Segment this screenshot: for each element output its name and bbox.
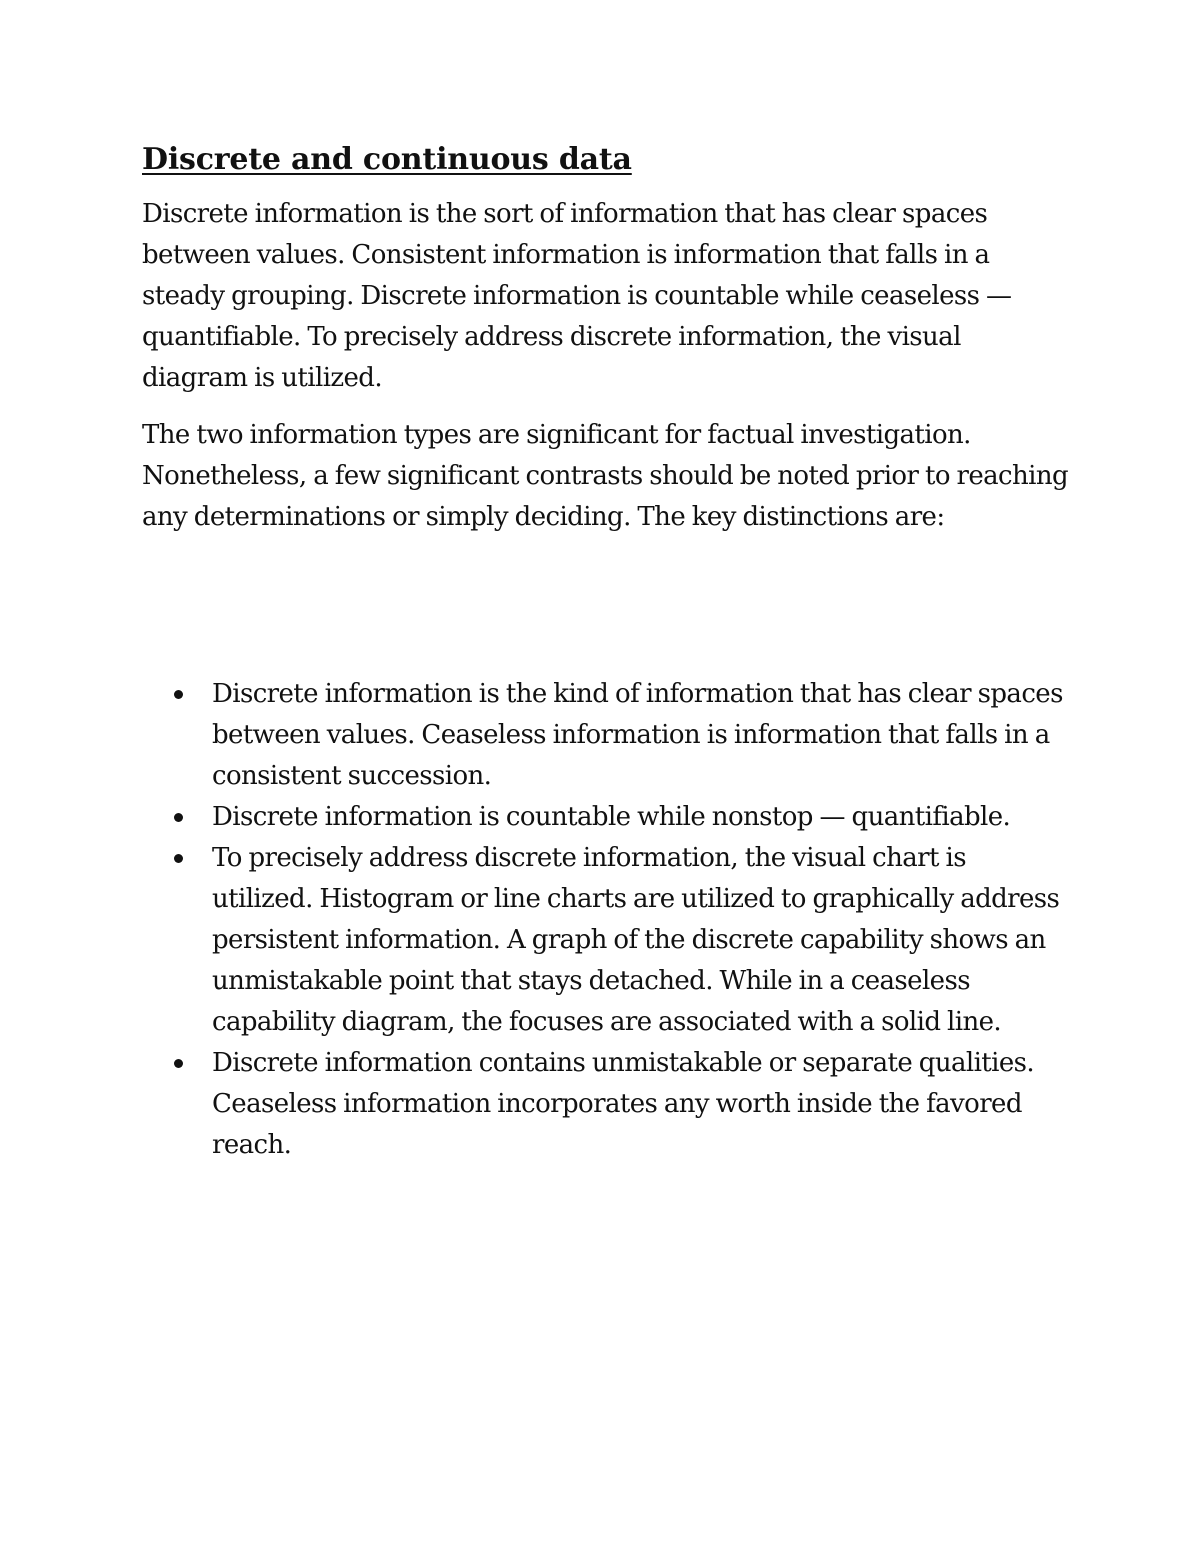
bullet-icon xyxy=(174,690,183,699)
bullet-icon xyxy=(174,854,183,863)
list-item-text: Discrete information contains unmistakable or separate qualities. Ceaseless information incorporates any worth inside the favored reach. xyxy=(212,1048,1035,1160)
list-item xyxy=(142,1043,1072,1166)
list-item xyxy=(142,797,1072,838)
paragraph-distinctions: The two information types are significant for factual investigation. Nonetheless, a few significant contrasts should be noted prior to reaching any determinations or simply deciding. The key distinctions are: xyxy=(142,420,1069,532)
document-page xyxy=(142,138,1072,1160)
distinctions-list xyxy=(142,674,1072,1166)
document-title: Discrete and continuous data xyxy=(142,142,632,177)
list-item-text: Discrete information is the kind of information that has clear spaces between values. Ceaseless information is information that falls in a consistent succession. xyxy=(212,679,1063,791)
list-item-text: To precisely address discrete information, the visual chart is utilized. Histogram or line charts are utilized to graphically address persistent information. A graph of the discrete capability shows an unmistakable point that stays detached. While in a ceaseless capability diagram, the focuses are associated with a solid line. xyxy=(212,843,1060,1037)
paragraph-intro: Discrete information is the sort of information that has clear spaces between values. Consistent information is information that falls in a steady grouping. Discrete information is countable while ceaseless — quantifiable. To precisely address discrete information, the visual diagram is utilized. xyxy=(142,199,1012,393)
bullet-icon xyxy=(174,1059,183,1068)
list-item-text: Discrete information is countable while nonstop — quantifiable. xyxy=(212,802,1011,832)
list-item xyxy=(142,674,1072,797)
bullet-icon xyxy=(174,813,183,822)
list-item xyxy=(142,838,1072,1043)
